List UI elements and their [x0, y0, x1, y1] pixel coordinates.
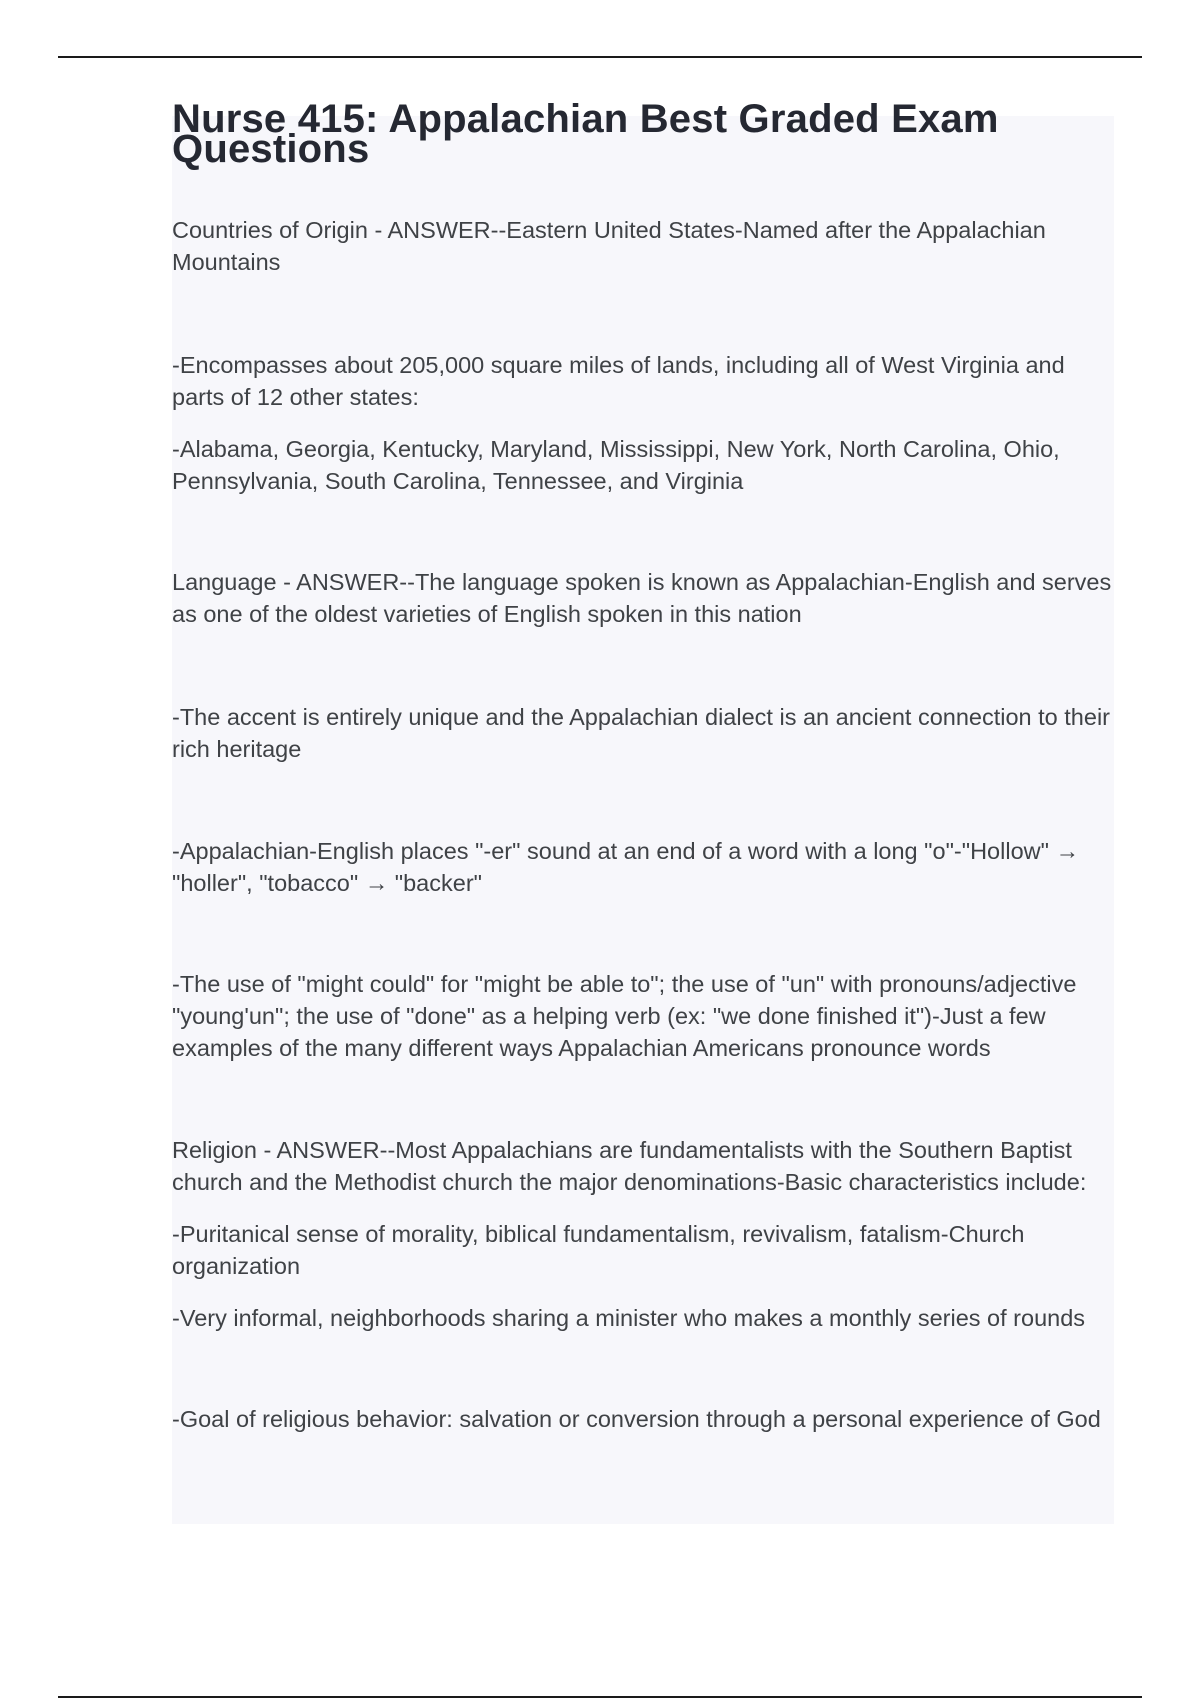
- paragraph-countries-of-origin: Countries of Origin - ANSWER--Eastern United States-Named after the Appalachian Mountains: [172, 217, 1053, 275]
- top-divider: [58, 56, 1142, 58]
- paragraph-might-could: -The use of "might could" for "might be able to"; the use of "un" with pronouns/adjective "young'un"; the use of "done" as a helping verb (ex: "we done finished it")-Just a few examples of the many different ways Appalachian Americans pronounce words: [172, 971, 1083, 1061]
- paragraph-goal: -Goal of religious behavior: salvation or conversion through a personal experience of God: [172, 1406, 1101, 1432]
- paragraph-accent: -The accent is entirely unique and the Appalachian dialect is an ancient connection to their rich heritage: [172, 704, 1117, 762]
- document-body: [172, 97, 1122, 1435]
- paragraph-er-sound: -Appalachian-English places "-er" sound at an end of a word with a long "o"-"Hollow" → "holler", "tobacco" → "backer": [172, 838, 1086, 896]
- paragraph-states-list: -Alabama, Georgia, Kentucky, Maryland, Mississippi, New York, North Carolina, Ohio, Pennsylvania, South Carolina, Tennessee, and Virginia: [172, 436, 1067, 494]
- paragraph-religion: Religion - ANSWER--Most Appalachians are fundamentalists with the Southern Baptist church and the Methodist church the major denominations-Basic characteristics include:: [172, 1137, 1087, 1195]
- paragraph-language: Language - ANSWER--The language spoken is known as Appalachian-English and serves as one of the oldest varieties of English spoken in this nation: [172, 569, 1118, 627]
- paragraph-puritanical: -Puritanical sense of morality, biblical fundamentalism, revivalism, fatalism-Church organization: [172, 1221, 1031, 1279]
- document-title: Nurse 415: Appalachian Best Graded Exam Questions: [172, 97, 999, 171]
- bottom-divider: [58, 1696, 1142, 1698]
- paragraph-informal: -Very informal, neighborhoods sharing a minister who makes a monthly series of rounds: [172, 1305, 1086, 1331]
- paragraph-encompasses: -Encompasses about 205,000 square miles of lands, including all of West Virginia and parts of 12 other states:: [172, 352, 1072, 410]
